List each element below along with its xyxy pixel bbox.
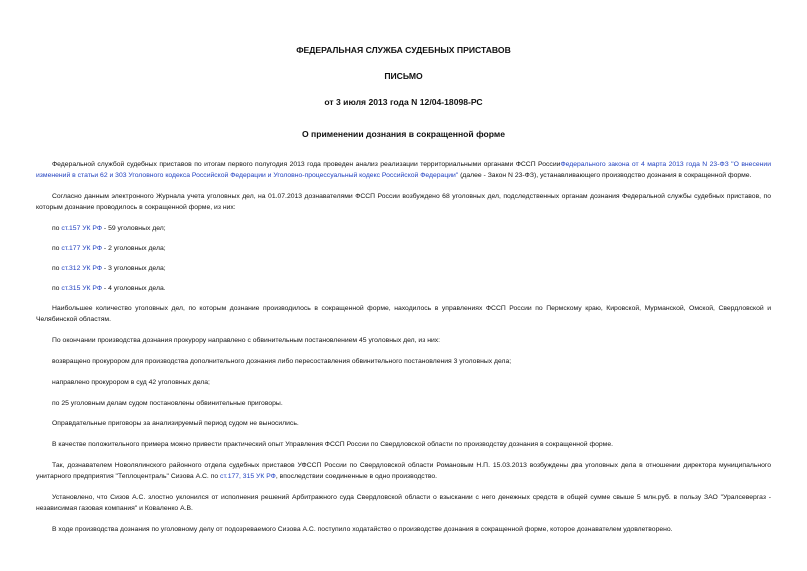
doc-type-title: ПИСЬМО [384,71,423,81]
list-item-text: - 59 уголовных дел; [102,224,166,232]
paragraph-intro [36,159,771,181]
article-157-link[interactable]: ст.157 УК РФ [61,224,103,232]
paragraph-petition: В ходе производства дознания по уголовному делу от подозреваемого Сизова А.С. поступило ходатайство о производстве дознания в сокращенной форме, которое дознавателем удовлетворено. [52,525,673,533]
agency-title: ФЕДЕРАЛЬНАЯ СЛУЖБА СУДЕБНЫХ ПРИСТАВОВ [296,45,511,55]
list-item-prefix: по [52,264,62,272]
paragraph-sent-to-prosecutor: По окончании производства дознания прокурору направлено с обвинительным постановлением 45 уголовных дел, из них: [52,337,441,345]
document-body [36,159,771,535]
list-item-text: - 3 уголовных дела; [102,264,166,272]
date-number-line: от 3 июля 2013 года N 12/04-18098-РС [324,97,483,107]
list-item-text: - 4 уголовных дела. [102,285,166,293]
list-item-text: - 2 уголовных дела; [102,244,166,252]
paragraph-verdicts: по 25 уголовным делам судом постановлены обвинительные приговоры. [52,399,283,407]
article-177-link[interactable]: ст.177 УК РФ [61,244,103,252]
list-item [36,223,771,234]
paragraph-text: , впоследствии соединенные в одно производство. [275,472,438,480]
list-item [36,243,771,254]
paragraph-returned: возвращено прокурором для производства дополнительного дознания либо пересоставления обвинительного постановления 3 уголовных дела; [52,357,512,365]
paragraph-sent-to-court: направлено прокурором в суд 42 уголовных дела; [52,378,210,386]
article-315-link[interactable]: ст.315 УК РФ [61,285,103,293]
article-312-link[interactable]: ст.312 УК РФ [61,264,103,272]
list-item-prefix: по [52,285,62,293]
paragraph-text: Так, дознавателем Новолялинского районного отдела судебных приставов УФССП России по Свердловской области Романовым Н.П. 15.03.2013 возбуждены два уголовных дела в отношении директора муниципального унитарного предприятия "Теплоцентраль" Сизова А.С. по [36,461,771,480]
paragraph-case-details [36,460,771,482]
articles-177-315-link[interactable]: ст.177, 315 УК РФ [220,472,276,480]
paragraph-evasion: Установлено, что Сизов А.С. злостно уклонился от исполнения решений Арбитражного суда Свердловской области о взыскании с него денежных средств в общей сумме свыше 5 млн.руб. в пользу ЗАО "Уралсевергаз - независимая газовая компания" и Коваленко А.В. [36,493,771,512]
paragraph-regions: Наибольшее количество уголовных дел, по которым дознание производилось в сокращенной форме, находилось в управлениях ФССП России по Пермскому краю, Кировской, Мурманской, Омской, Свердловской и Челябинской областям. [36,305,771,324]
list-item [36,283,771,294]
law-23fz-link[interactable]: Федерального закона от 4 марта 2013 года N 23-ФЗ "О внесении изменений в статьи 62 и 303 Уголовного кодекса Российской Федерации и Уголовно-процессуальный кодекс Российской Федерации" [36,161,771,179]
paragraph-text: Федеральной службой судебных приставов по итогам первого полугодия 2013 года проведен анализ реализации территориальными органами ФССП России [52,161,561,168]
paragraph-statistics: Согласно данным электронного Журнала учета уголовных дел, на 01.07.2013 дознавателями ФССП России возбуждено 68 уголовных дел, подследственных органам дознания Федеральной службы судебных приставов, по которым дознание проводилось в сокращенной форме, из них: [36,192,771,211]
paragraph-positive-example: В качестве положительного примера можно привести практический опыт Управления ФССП России по Свердловской области по производству дознания в сокращенной форме. [52,441,613,449]
list-item-prefix: по [52,244,62,252]
subject-title: О применении дознания в сокращенной форме [301,129,506,139]
list-item [36,263,771,274]
paragraph-acquittals: Оправдательные приговоры за анализируемый период судом не выносились. [52,420,299,428]
list-item-prefix: по [52,224,62,232]
paragraph-text: (далее - Закон N 23-ФЗ), устанавливающего производство дознания в сокращенной форме. [458,172,752,179]
